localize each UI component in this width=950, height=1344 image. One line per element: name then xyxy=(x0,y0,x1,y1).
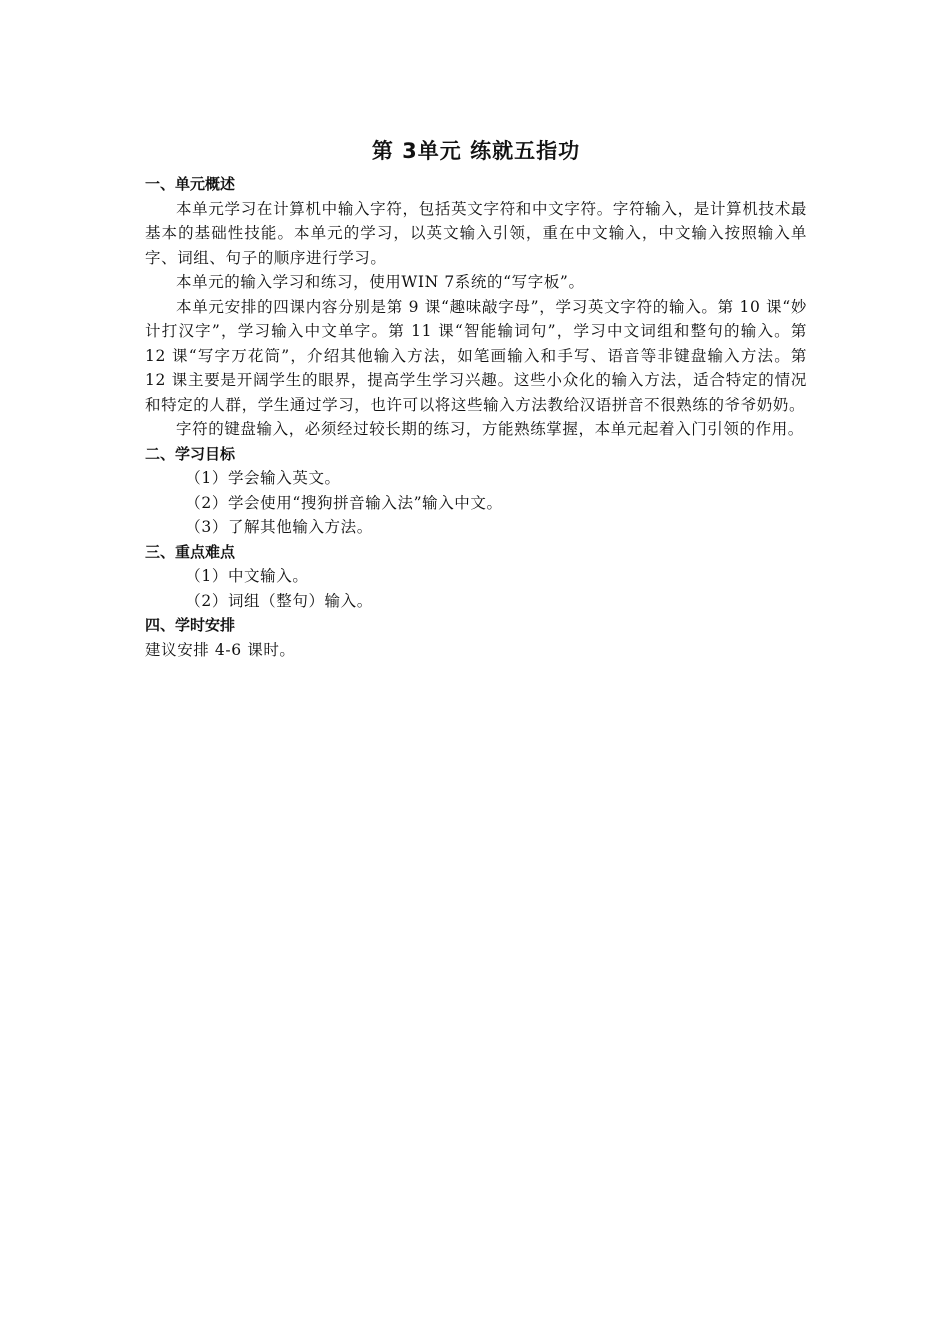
overview-paragraph-3: 本单元安排的四课内容分别是第 9 课“趣味敲字母”，学习英文字符的输入。第 10 课“妙计打汉字”，学习输入中文单字。第 11 课“智能输词句”，学习中文词组和整句的输入。第 12 课“写字万花筒”，介绍其他输入方法，如笔画输入和手写、语音等非键盘输入方法。第 12 课主要是开阔学生的眼界，提高学生学习兴趣。这些小众化的输入方法，适合特定的情况和特定的人群，学生通过学习，也许可以将这些输入方法教给汉语拼音不很熟练的爷爷奶奶。 xyxy=(145,297,807,414)
section-schedule xyxy=(145,613,807,662)
section-overview xyxy=(145,172,807,442)
document-page xyxy=(145,134,807,662)
overview-paragraph-4: 字符的键盘输入，必须经过较长期的练习，方能熟练掌握，本单元起着入门引领的作用。 xyxy=(176,420,804,438)
goal-item-1: （1）学会输入英文。 xyxy=(185,469,341,487)
section-heading-overview: 一、单元概述 xyxy=(145,175,236,193)
section-heading-key-points: 三、重点难点 xyxy=(145,542,236,561)
overview-paragraph-2: 本单元的输入学习和练习，使用WIN 7系统的“写字板”。 xyxy=(176,273,585,291)
overview-paragraph-1: 本单元学习在计算机中输入字符，包括英文字符和中文字符。字符输入，是计算机技术最基本的基础性技能。本单元的学习，以英文输入引领，重在中文输入，中文输入按照输入单字、词组、句子的顺序进行学习。 xyxy=(145,199,807,267)
section-heading-schedule: 四、学时安排 xyxy=(145,616,236,634)
schedule-text: 建议安排 4-6 课时。 xyxy=(145,640,296,659)
section-heading-goals: 二、学习目标 xyxy=(145,444,236,463)
goal-item-3: （3）了解其他输入方法。 xyxy=(185,518,373,536)
section-goals xyxy=(145,442,807,540)
goal-item-2: （2）学会使用“搜狗拼音输入法”输入中文。 xyxy=(185,493,503,512)
page-title: 第 3单元 练就五指功 xyxy=(371,139,581,163)
section-key-points xyxy=(145,540,807,614)
key-point-item-2: （2）词组（整句）输入。 xyxy=(185,591,373,610)
key-point-item-1: （1）中文输入。 xyxy=(185,567,309,585)
